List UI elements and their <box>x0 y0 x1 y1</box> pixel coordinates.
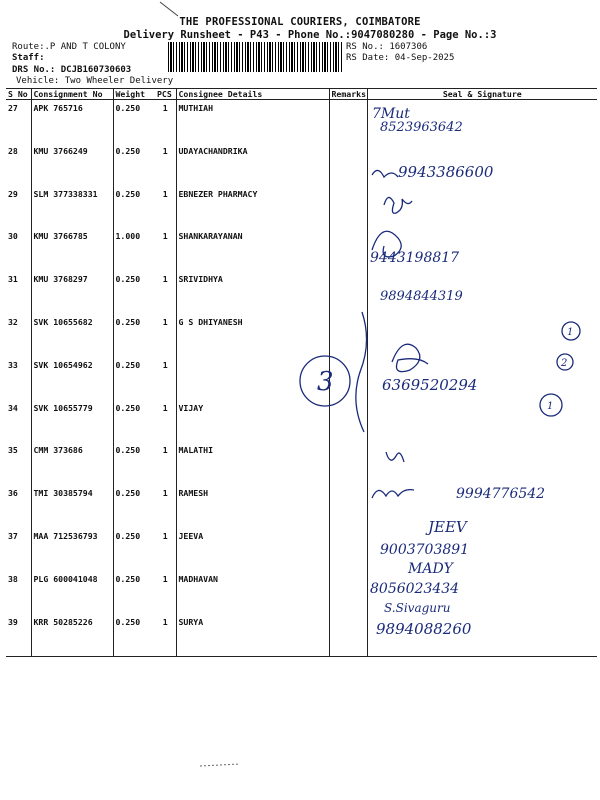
row-consignment: TMI 30385794 <box>31 485 113 528</box>
row-consignment: MAA 712536793 <box>31 528 113 571</box>
row-signature <box>367 228 597 271</box>
row-weight: 0.250 <box>113 143 155 186</box>
row-sno: 34 <box>8 402 18 413</box>
row-signature <box>367 442 597 485</box>
circle-number-a: 1 <box>567 327 574 338</box>
row-remarks <box>329 186 367 229</box>
row-remarks <box>329 614 367 657</box>
row-pcs: 1 <box>162 145 168 156</box>
col-signature: Seal & Signature <box>367 89 597 100</box>
row-sno: 28 <box>8 145 18 156</box>
col-consignment: Consignment No <box>31 89 113 100</box>
row-remarks <box>329 228 367 271</box>
row-weight: 0.250 <box>113 186 155 229</box>
row-sno: 31 <box>8 274 18 285</box>
row-pcs: 1 <box>162 359 168 370</box>
row-weight: 1.000 <box>113 228 155 271</box>
row-pcs: 1 <box>162 445 168 456</box>
row-signature <box>367 571 597 614</box>
phone-36: 9994776542 <box>456 486 546 502</box>
row-consignment: KMU 3768297 <box>31 271 113 314</box>
row-signature <box>367 314 597 357</box>
circle-number-b: 2 <box>561 358 568 369</box>
phone-31: 9894844319 <box>380 289 463 304</box>
row-consignee: SRIVIDHYA <box>176 271 329 314</box>
row-signature <box>367 271 597 314</box>
row-pcs: 1 <box>162 274 168 285</box>
route-label: Route:.P AND T COLONY <box>12 42 126 52</box>
table-row <box>6 314 597 357</box>
phone-30: 9443198817 <box>370 250 460 266</box>
row-weight: 0.250 <box>113 528 155 571</box>
row-signature <box>367 400 597 443</box>
row-signature <box>367 528 597 571</box>
row-remarks <box>329 314 367 357</box>
drs-number: DRS No.: DCJB160730603 <box>12 65 132 75</box>
col-sno: S No <box>6 89 31 100</box>
row-weight: 0.250 <box>113 314 155 357</box>
barcode <box>168 42 342 72</box>
row-remarks <box>329 400 367 443</box>
row-signature <box>367 485 597 528</box>
row-pcs: 1 <box>162 316 168 327</box>
name-38: MADY <box>408 561 453 577</box>
row-weight: 0.250 <box>113 442 155 485</box>
row-consignment: KMU 3766249 <box>31 143 113 186</box>
row-consignee: RAMESH <box>176 485 329 528</box>
phone-33: 6369520294 <box>382 376 478 394</box>
row-sno: 36 <box>8 488 18 499</box>
row-pcs: 1 <box>162 188 168 199</box>
table-header <box>6 89 597 100</box>
row-consignment: PLG 600041048 <box>31 571 113 614</box>
row-weight: 0.250 <box>113 271 155 314</box>
row-consignment: SVK 10655779 <box>31 400 113 443</box>
row-sno: 35 <box>8 445 18 456</box>
table-row <box>6 186 597 229</box>
row-consignee: G S DHIYANESH <box>176 314 329 357</box>
row-pcs: 1 <box>155 614 176 657</box>
row-weight: 0.250 <box>113 357 155 400</box>
row-weight: 0.250 <box>113 100 155 143</box>
col-consignee: Consignee Details <box>176 89 329 100</box>
row-remarks <box>329 485 367 528</box>
row-sno: 30 <box>8 231 18 242</box>
row-signature <box>367 357 597 400</box>
company-name: THE PROFESSIONAL COURIERS, COIMBATORE <box>179 16 421 28</box>
row-consignee: SURYA <box>176 614 329 657</box>
table-row <box>6 528 597 571</box>
table-row <box>6 400 597 443</box>
row-pcs: 1 <box>162 573 168 584</box>
row-consignment: SVK 10655682 <box>31 314 113 357</box>
phone-38: 8056023434 <box>370 581 460 597</box>
row-pcs: 1 <box>162 488 168 499</box>
row-signature <box>367 143 597 186</box>
table-row <box>6 614 597 657</box>
circle-number-c: 1 <box>547 401 554 412</box>
table-row <box>6 271 597 314</box>
stray-mark-bottom <box>200 764 240 766</box>
table-row <box>6 357 597 400</box>
table-row <box>6 100 597 143</box>
row-remarks <box>329 143 367 186</box>
row-remarks <box>329 357 367 400</box>
table-row <box>6 485 597 528</box>
row-remarks <box>329 271 367 314</box>
row-consignment: CMM 373686 <box>31 442 113 485</box>
row-consignee: MALATHI <box>176 442 329 485</box>
row-consignee: SHANKARAYANAN <box>176 228 329 271</box>
row-remarks <box>329 571 367 614</box>
rs-number: RS No.: 1607306 <box>346 42 428 52</box>
row-sno: 27 <box>8 103 18 113</box>
table-row <box>6 143 597 186</box>
row-sno: 29 <box>8 188 18 199</box>
row-weight: 0.250 <box>113 485 155 528</box>
rs-date: RS Date: 04-Sep-2025 <box>346 53 455 63</box>
row-sno: 38 <box>8 573 18 584</box>
phone-39: 9894088260 <box>376 620 472 638</box>
row-consignee: EBNEZER PHARMACY <box>176 186 329 229</box>
col-pcs: PCS <box>155 89 176 100</box>
vehicle-label: Vehicle: Two Wheeler Delivery <box>16 76 174 86</box>
row-weight: 0.250 <box>113 571 155 614</box>
table-row <box>6 228 597 271</box>
row-pcs: 1 <box>162 530 168 541</box>
row-remarks <box>329 442 367 485</box>
stray-mark-top <box>160 2 178 16</box>
row-weight: 0.250 <box>113 614 155 657</box>
col-weight: Weight <box>113 89 155 100</box>
row-weight: 0.250 <box>113 400 155 443</box>
runsheet-subtitle: Delivery Runsheet - P43 - Phone No.:9047080280 - Page No.:3 <box>123 29 497 41</box>
phone-37: 9003703891 <box>380 542 470 558</box>
phone-28: 9943386600 <box>398 163 494 181</box>
row-consignment: KRR 50285226 <box>31 614 113 657</box>
table-row <box>6 442 597 485</box>
row-consignee: UDAYACHANDRIKA <box>176 143 329 186</box>
signature-27: 7Mut <box>372 106 410 122</box>
row-remarks <box>329 528 367 571</box>
row-signature <box>367 100 597 143</box>
row-sno: 37 <box>8 530 18 541</box>
row-signature <box>367 186 597 229</box>
row-consignee: MADHAVAN <box>176 571 329 614</box>
row-consignee <box>176 357 329 400</box>
row-consignment: APK 765716 <box>31 100 113 143</box>
name-39: S.Sivaguru <box>384 601 451 615</box>
runsheet-table <box>6 88 597 657</box>
row-consignee: MUTHIAH <box>176 100 329 143</box>
circle-number-large: 3 <box>317 367 334 397</box>
table-row <box>6 571 597 614</box>
row-consignment: SVK 10654962 <box>31 357 113 400</box>
row-pcs: 1 <box>162 103 168 113</box>
row-sno: 32 <box>8 316 18 327</box>
row-sno: 39 <box>6 614 31 657</box>
phone-27: 8523963642 <box>380 120 463 135</box>
staff-label: Staff: <box>12 53 45 63</box>
row-consignment: SLM 377338331 <box>31 186 113 229</box>
row-consignee: VIJAY <box>176 400 329 443</box>
row-remarks <box>329 100 367 143</box>
row-consignment: KMU 3766785 <box>31 228 113 271</box>
row-pcs: 1 <box>162 402 168 413</box>
row-consignee: JEEVA <box>176 528 329 571</box>
row-sno: 33 <box>8 359 18 370</box>
name-37: JEEV <box>428 518 467 536</box>
row-signature <box>367 614 597 657</box>
col-remarks: Remarks <box>329 89 367 100</box>
row-pcs: 1 <box>162 231 168 242</box>
